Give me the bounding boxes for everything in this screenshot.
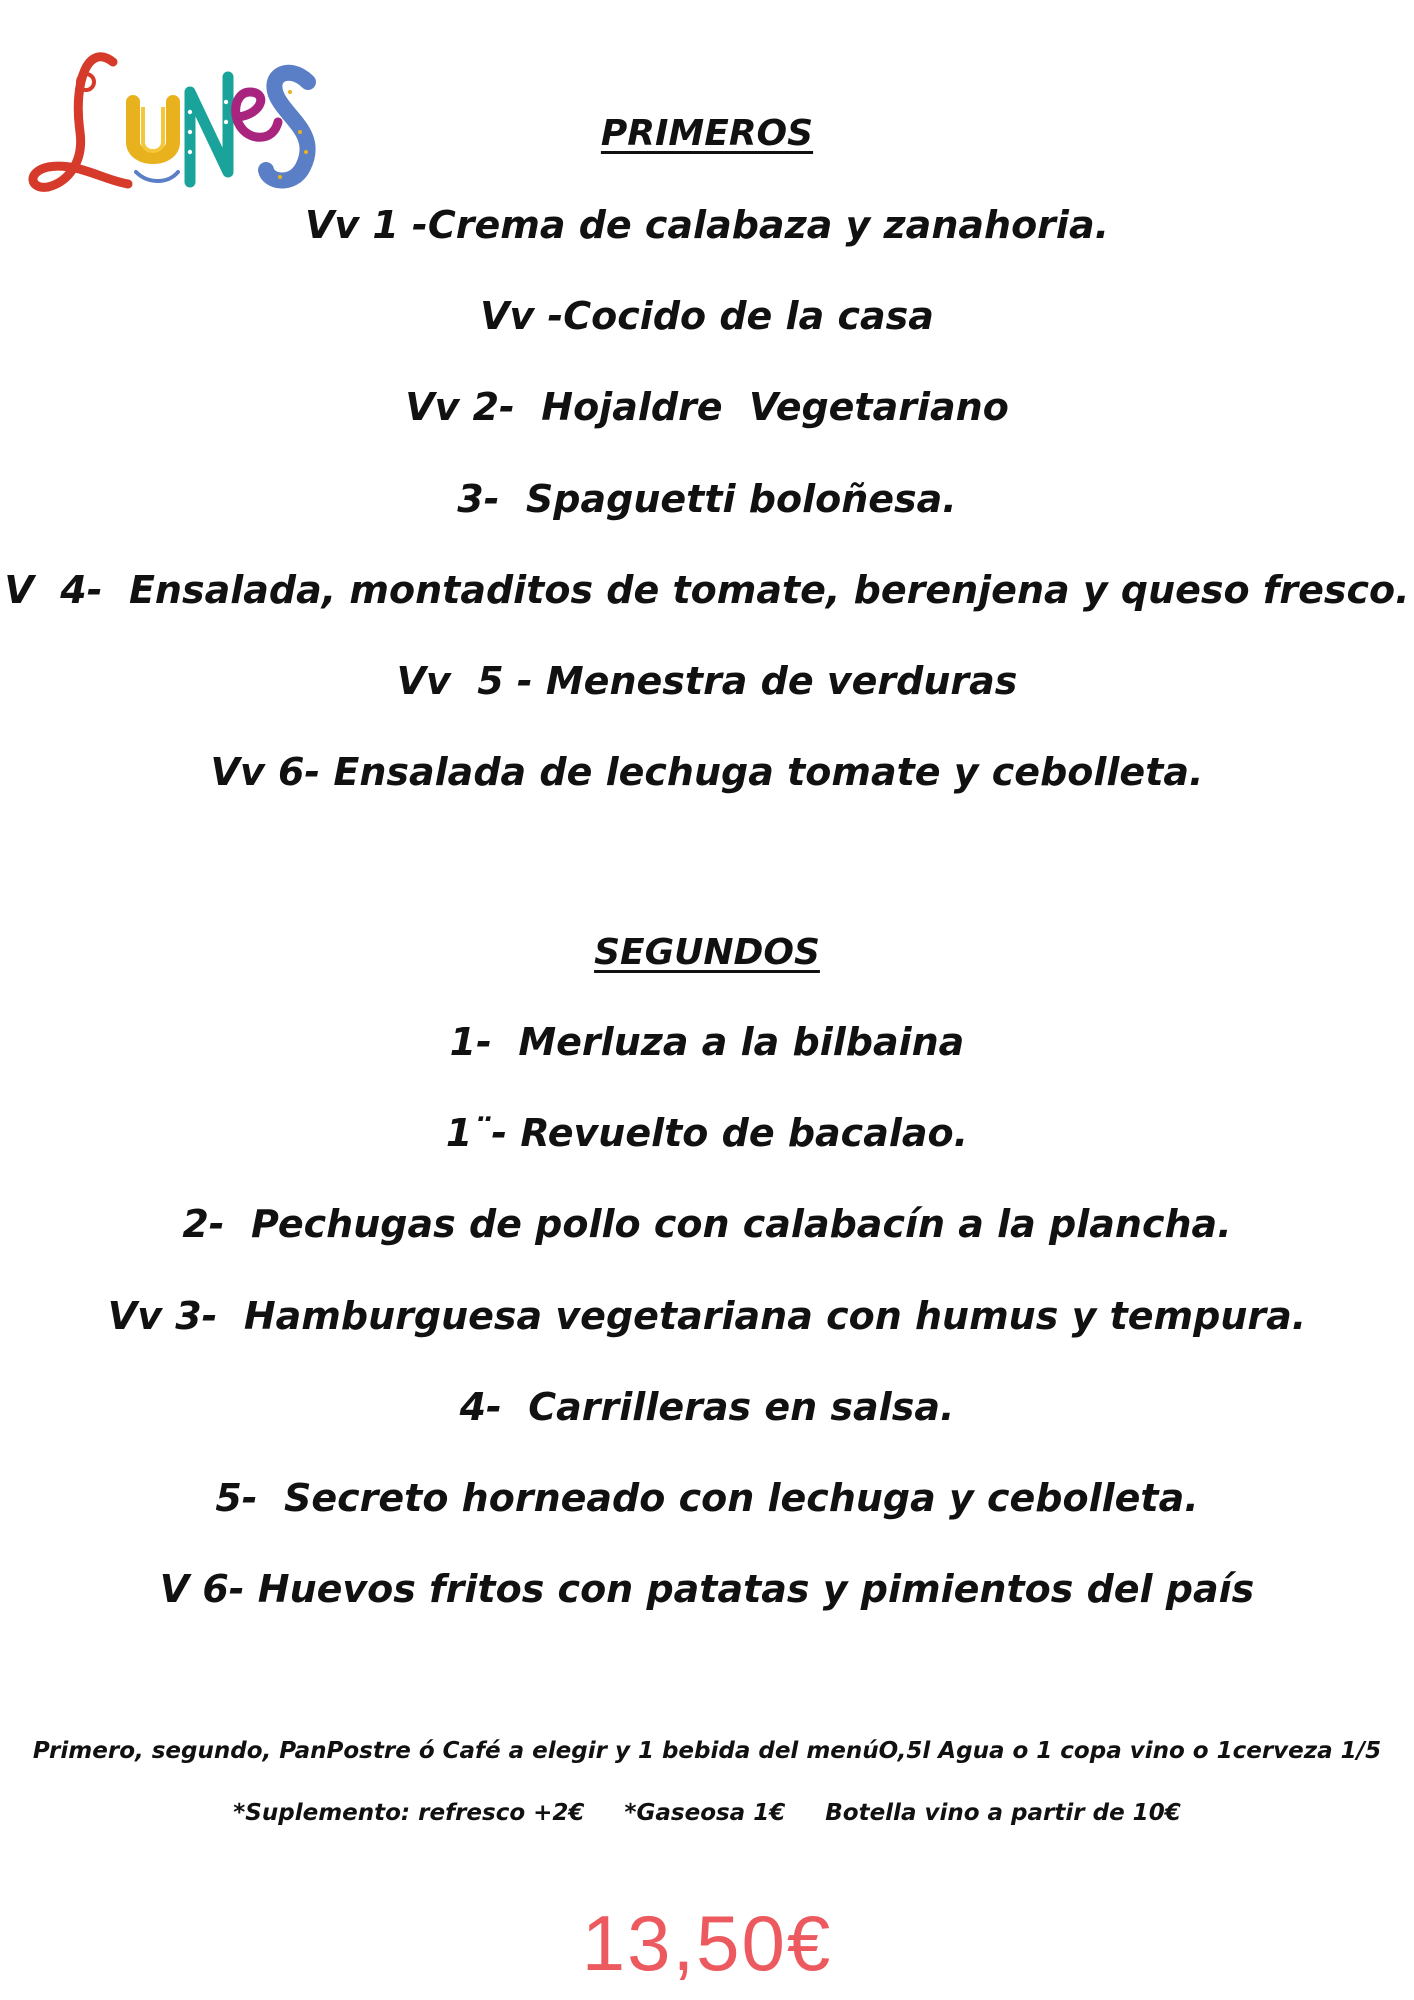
segundos-item-1: 1- Merluza a la bilbaina — [449, 1020, 965, 1064]
primeros-item-1: Vv 1 -Crema de calabaza y zanahoria. — [304, 203, 1110, 247]
primeros-item-6: Vv 5 - Menestra de verduras — [396, 659, 1018, 703]
segundos-item-7: V 6- Huevos fritos con patatas y pimientos del país — [159, 1567, 1255, 1611]
primeros-item-4: 3- Spaguetti boloñesa. — [457, 477, 957, 521]
menu-includes-note: Primero, segundo, PanPostre ó Café a elegir y 1 bebida del menúO,5l Agua o 1 copa vino o 1cerveza 1/5 — [32, 1738, 1382, 1764]
primeros-item-2: Vv -Cocido de la casa — [480, 294, 934, 338]
supplements-note: *Suplemento: refresco +2€ *Gaseosa 1€ Botella vino a partir de 10€ — [233, 1800, 1181, 1826]
segundos-item-6: 5- Secreto horneado con lechuga y cebolleta. — [215, 1476, 1199, 1520]
segundos-item-4: Vv 3- Hamburguesa vegetariana con humus y tempura. — [107, 1294, 1307, 1338]
primeros-item-7: Vv 6- Ensalada de lechuga tomate y cebolleta. — [210, 750, 1204, 794]
primeros-item-3: Vv 2- Hojaldre Vegetariano — [405, 385, 1009, 429]
menu-price: 13,50€ — [581, 1899, 833, 1987]
segundos-title: SEGUNDOS — [594, 932, 820, 973]
segundos-item-3: 2- Pechugas de pollo con calabacín a la plancha. — [182, 1202, 1232, 1246]
primeros-item-5: V 4- Ensalada, montaditos de tomate, berenjena y queso fresco. — [4, 568, 1410, 612]
primeros-title: PRIMEROS — [600, 113, 814, 154]
segundos-item-2: 1¨- Revuelto de bacalao. — [445, 1111, 969, 1155]
segundos-item-5: 4- Carrilleras en salsa. — [459, 1385, 955, 1429]
